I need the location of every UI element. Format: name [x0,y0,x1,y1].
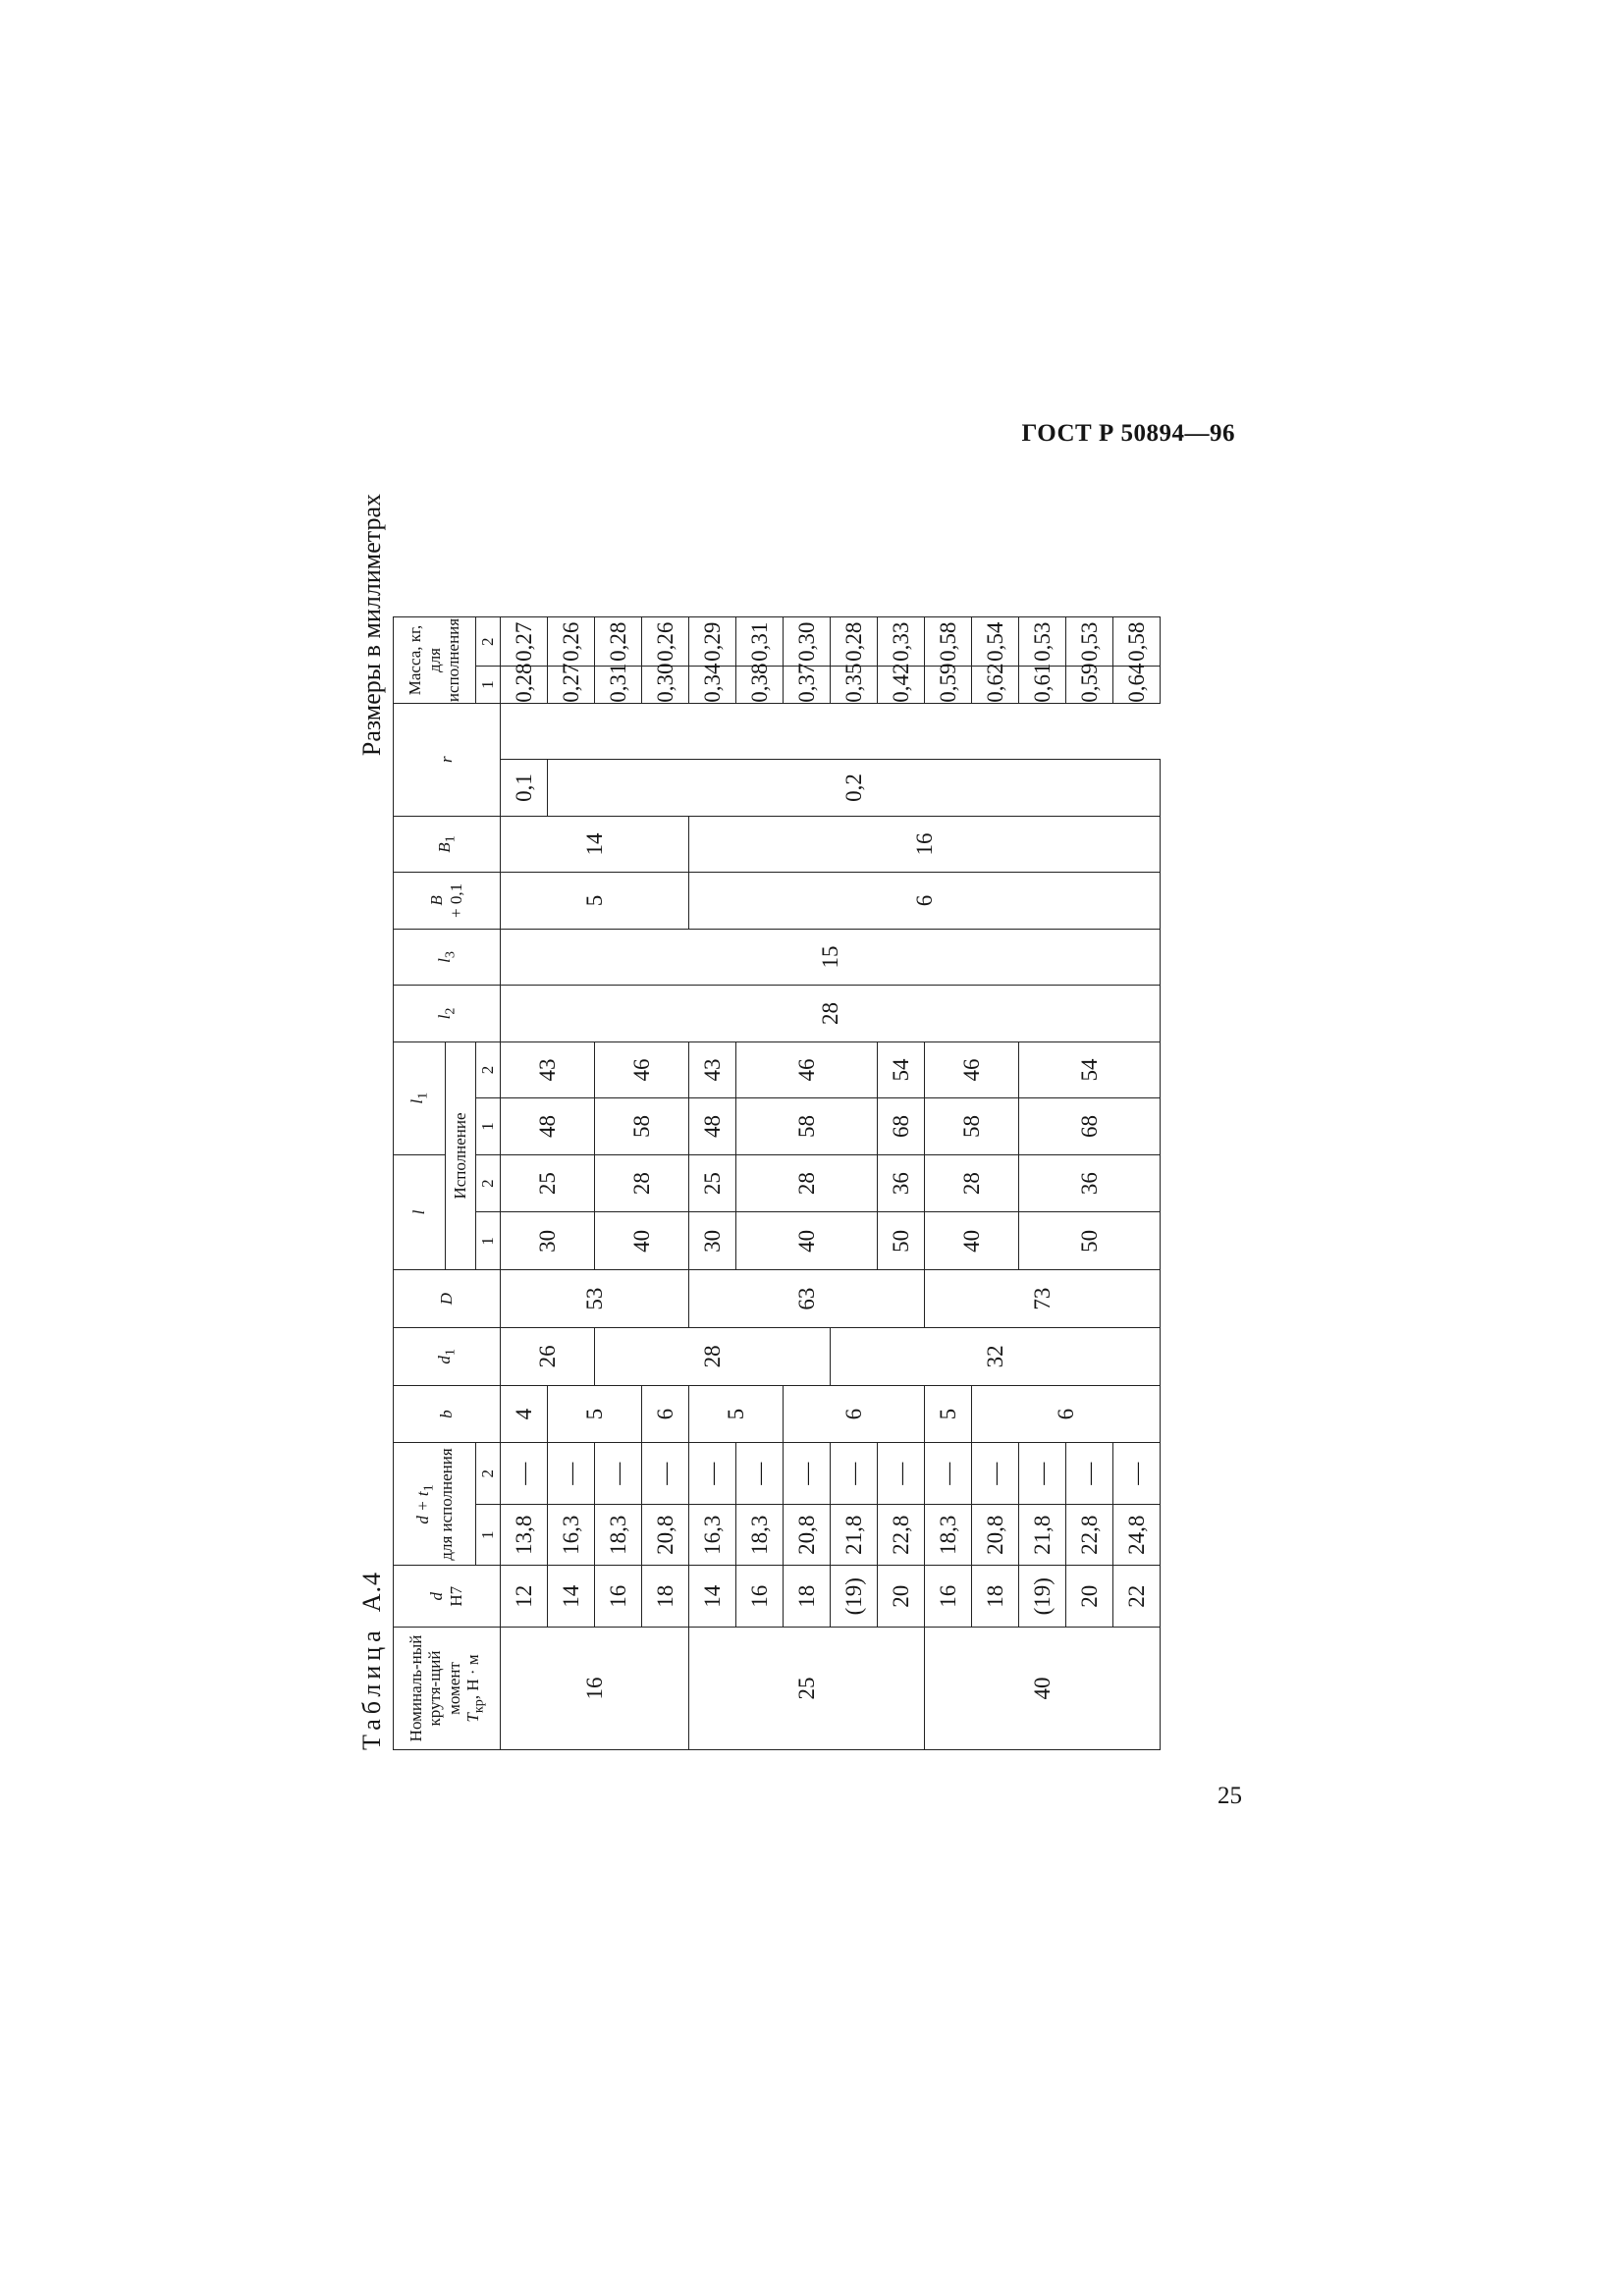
cell-d1: 26 [501,1327,595,1385]
cell-dt1: 21,8 [1019,1504,1066,1566]
cell-dt1: 24,8 [1113,1504,1161,1566]
l-ex2: 2 [476,1154,501,1212]
cell-l-ex1: 40 [595,1212,689,1270]
cell-l-ex2: 25 [689,1154,736,1212]
cell-l-ex2: 28 [595,1154,689,1212]
col-l1: $l_1$ [394,1041,446,1154]
cell-dt1: 18,3 [736,1504,784,1566]
cell-l1-ex2: 54 [878,1041,925,1098]
cell-torque: 40 [925,1627,1161,1749]
cell-d: 14 [548,1566,595,1628]
table-row [501,495,548,1750]
cell-b: 5 [548,1385,642,1443]
cell-dt2: — [548,1443,595,1505]
cell-l1-ex1: 68 [878,1098,925,1155]
cell-D: 53 [501,1270,689,1328]
cell-dt2: — [1066,1443,1113,1505]
table-row [689,495,736,1750]
dt-ex1: 1 [476,1504,501,1566]
cell-d: 18 [972,1566,1019,1628]
col-B1: $B_1$ [394,816,501,873]
cell-l1-ex2: 54 [1019,1041,1161,1098]
cell-d: 16 [736,1566,784,1628]
cell-b: 4 [501,1385,548,1443]
cell-l-ex2: 36 [878,1154,925,1212]
cell-mass-ex1: 0,38 [736,667,784,704]
cell-torque: 16 [501,1627,689,1749]
cell-mass-ex2: 0,28 [831,617,878,667]
cell-d: 20 [1066,1566,1113,1628]
l-ex1: 1 [476,1212,501,1270]
cell-mass-ex2: 0,54 [972,617,1019,667]
cell-mass-ex1: 0,35 [831,667,878,704]
cell-l1-ex1: 48 [501,1098,595,1155]
cell-dt1: 18,3 [925,1504,972,1566]
cell-l-ex1: 50 [878,1212,925,1270]
col-l3: $l_3$ [394,929,501,986]
cell-b: 6 [784,1385,925,1443]
cell-dt1: 18,3 [595,1504,642,1566]
cell-mass-ex1: 0,34 [689,667,736,704]
cell-mass-ex1: 0,59 [925,667,972,704]
cell-dt2: — [689,1443,736,1505]
cell-dt1: 16,3 [689,1504,736,1566]
page-number: 25 [1218,1783,1242,1809]
cell-l1-ex1: 48 [689,1098,736,1155]
l1-ex2: 2 [476,1041,501,1098]
cell-l1-ex2: 46 [595,1041,689,1098]
cell-l-ex2: 28 [736,1154,878,1212]
cell-dt2: — [878,1443,925,1505]
cell-b: 6 [972,1385,1161,1443]
cell-mass-ex2: 0,58 [1113,617,1161,667]
cell-dt2: — [736,1443,784,1505]
cell-mass-ex2: 0,58 [925,617,972,667]
col-B: B + 0,1 [394,873,501,930]
cell-l3: 15 [501,929,1161,986]
cell-dt2: — [972,1443,1019,1505]
cell-d: 22 [1113,1566,1161,1628]
cell-dt2: — [1113,1443,1161,1505]
cell-mass-ex2: 0,31 [736,617,784,667]
cell-mass-ex1: 0,27 [548,667,595,704]
cell-dt2: — [595,1443,642,1505]
col-d: d H7 [394,1566,501,1628]
cell-l1-ex1: 68 [1019,1098,1161,1155]
cell-l-ex1: 40 [925,1212,1019,1270]
cell-l1-ex2: 43 [501,1041,595,1098]
cell-d: 18 [784,1566,831,1628]
cell-B: 5 [501,873,689,930]
cell-B1: 14 [501,816,689,873]
cell-dt2: — [1019,1443,1066,1505]
table-number: А.4 [357,1572,386,1613]
cell-dt1: 20,8 [972,1504,1019,1566]
table-row [595,495,642,1750]
cell-B: 6 [689,873,1161,930]
cell-l-ex1: 30 [501,1212,595,1270]
cell-b: 5 [689,1385,784,1443]
cell-l1-ex1: 58 [736,1098,878,1155]
cell-torque: 25 [689,1627,925,1749]
table-row [925,495,972,1750]
cell-mass-ex1: 0,61 [1019,667,1066,704]
cell-l1-ex1: 58 [595,1098,689,1155]
cell-mass-ex2: 0,29 [689,617,736,667]
cell-l1-ex2: 43 [689,1041,736,1098]
cell-mass-ex1: 0,64 [1113,667,1161,704]
cell-mass-ex1: 0,42 [878,667,925,704]
col-d1: $d_1$ [394,1327,501,1385]
cell-dt1: 22,8 [878,1504,925,1566]
cell-d: 20 [878,1566,925,1628]
col-torque: Номиналь-ный крутя-щий момент $Т_{кр}$, Н · м [394,1627,501,1749]
cell-dt1: 20,8 [784,1504,831,1566]
rotated-table-page [355,494,1244,1750]
cell-D: 73 [925,1270,1161,1328]
cell-l2: 28 [501,986,1161,1042]
cell-mass-ex2: 0,53 [1066,617,1113,667]
cell-mass-ex2: 0,26 [548,617,595,667]
cell-d: 16 [595,1566,642,1628]
mass-ex2: 2 [476,617,501,667]
cell-dt1: 21,8 [831,1504,878,1566]
col-mass: Масса, кг, для исполнения [394,617,476,704]
cell-mass-ex2: 0,27 [501,617,548,667]
cell-r: 0,2 [548,760,1161,817]
cell-d1: 32 [831,1327,1161,1385]
cell-dt2: — [501,1443,548,1505]
cell-l-ex2: 28 [925,1154,1019,1212]
cell-mass-ex2: 0,33 [878,617,925,667]
mass-ex1: 1 [476,667,501,704]
cell-dt2: — [784,1443,831,1505]
table-row [736,495,784,1750]
cell-d1: 28 [595,1327,831,1385]
cell-mass-ex2: 0,26 [642,617,689,667]
table-caption [355,494,389,1750]
units-note: Размеры в миллиметрах [357,494,386,757]
cell-b: 6 [642,1385,689,1443]
table-label: ТаблицаА.4 [357,1572,386,1750]
col-D: D [394,1270,501,1328]
col-d-plus-t1: $d + t_1$ для исполнения [394,1443,476,1566]
cell-dt1: 16,3 [548,1504,595,1566]
cell-mass-ex2: 0,28 [595,617,642,667]
cell-d: 12 [501,1566,548,1628]
cell-mass-ex1: 0,37 [784,667,831,704]
l1-ex1: 1 [476,1098,501,1155]
cell-dt1: 13,8 [501,1504,548,1566]
cell-dt2: — [642,1443,689,1505]
col-l2: $l_2$ [394,986,501,1042]
table-row [1019,495,1066,1750]
cell-mass-ex2: 0,30 [784,617,831,667]
cell-mass-ex2: 0,53 [1019,617,1066,667]
col-r: r [394,703,501,816]
cell-l-ex1: 50 [1019,1212,1161,1270]
cell-dt1: 22,8 [1066,1504,1113,1566]
cell-mass-ex1: 0,59 [1066,667,1113,704]
cell-l-ex1: 30 [689,1212,736,1270]
cell-mass-ex1: 0,62 [972,667,1019,704]
dimensions-table [393,494,1161,1750]
cell-mass-ex1: 0,31 [595,667,642,704]
cell-b: 5 [925,1385,972,1443]
cell-d: (19) [831,1566,878,1628]
dt-ex2: 2 [476,1443,501,1505]
cell-l-ex2: 25 [501,1154,595,1212]
table-row [878,495,925,1750]
cell-l1-ex1: 58 [925,1098,1019,1155]
cell-l-ex2: 36 [1019,1154,1161,1212]
cell-mass-ex1: 0,30 [642,667,689,704]
cell-l1-ex2: 46 [736,1041,878,1098]
cell-d: 14 [689,1566,736,1628]
cell-mass-ex1: 0,28 [501,667,548,704]
cell-l-ex1: 40 [736,1212,878,1270]
col-l: l [394,1154,446,1270]
cell-dt2: — [831,1443,878,1505]
col-ispolnenie: Исполнение [446,1041,476,1270]
col-b: b [394,1385,501,1443]
document-code: ГОСТ Р 50894—96 [1021,420,1235,447]
cell-dt1: 20,8 [642,1504,689,1566]
cell-B1: 16 [689,816,1161,873]
cell-dt2: — [925,1443,972,1505]
cell-D: 63 [689,1270,925,1328]
cell-l1-ex2: 46 [925,1041,1019,1098]
cell-r: 0,1 [501,760,548,817]
cell-d: (19) [1019,1566,1066,1628]
cell-d: 18 [642,1566,689,1628]
cell-d: 16 [925,1566,972,1628]
